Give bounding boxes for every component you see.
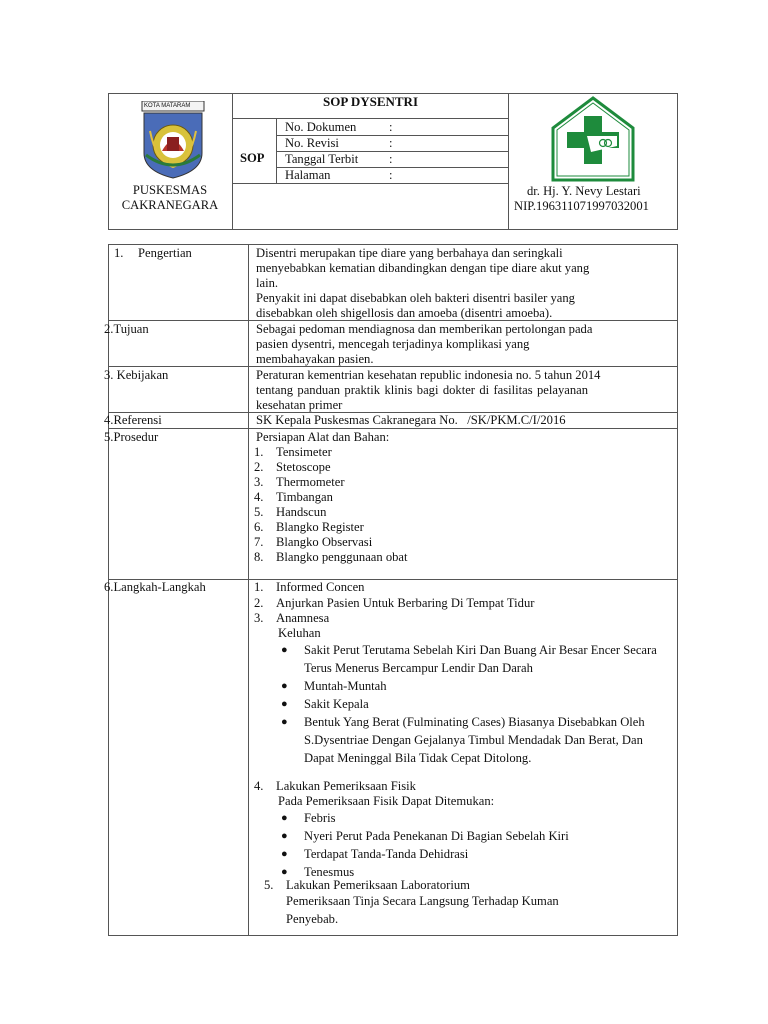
pengertian-label: Pengertian bbox=[138, 246, 192, 260]
list-item: 6. Blangko Register bbox=[254, 520, 364, 534]
pengertian-line-5: disebabkan oleh shigellosis dan amoeba (disentri amoeba). bbox=[256, 306, 553, 320]
org-name-line1: PUSKESMAS bbox=[132, 183, 208, 197]
step-3-sub: Keluhan bbox=[278, 626, 321, 640]
step-3-bullets bbox=[278, 641, 666, 767]
step-4-sub: Pada Pemeriksaan Fisik Dapat Ditemukan: bbox=[278, 794, 495, 808]
org-name-line2: CAKRANEGARA bbox=[121, 198, 219, 212]
list-item: 2. Stetoscope bbox=[254, 460, 331, 474]
doc-number-sep: : bbox=[389, 120, 393, 134]
pengertian-line-1: Disentri merupakan tipe diare yang berbahaya dan seringkali bbox=[256, 246, 563, 260]
revision-label: No. Revisi bbox=[285, 136, 339, 150]
list-item: 3. Thermometer bbox=[254, 475, 345, 489]
list-item: 8. Blangko penggunaan obat bbox=[254, 550, 408, 564]
prosedur-intro: Persiapan Alat dan Bahan: bbox=[256, 430, 390, 444]
pengertian-line-2: menyebabkan kematian dibandingkan dengan tipe diare akut yang bbox=[256, 261, 590, 275]
doc-number-label: No. Dokumen bbox=[285, 120, 357, 134]
step-4-number: 4. bbox=[254, 779, 264, 793]
tujuan-line-2: pasien dysentri, mencegah terjadinya komplikasi yang bbox=[256, 337, 530, 351]
step-1-number: 1. bbox=[254, 580, 264, 594]
step-3-number: 3. bbox=[254, 611, 264, 625]
step-2-text: Anjurkan Pasien Untuk Berbaring Di Tempat Tidur bbox=[276, 596, 535, 610]
kebijakan-label: 3. Kebijakan bbox=[104, 368, 169, 382]
step-4-bullets bbox=[278, 809, 666, 881]
prosedur-list bbox=[254, 445, 654, 565]
page-sep: : bbox=[389, 168, 393, 182]
pengertian-number: 1. bbox=[114, 246, 124, 260]
step-1-text: Informed Concen bbox=[276, 580, 365, 594]
list-item: ● Tenesmus bbox=[281, 865, 355, 879]
signer-nip: NIP.196311071997032001 bbox=[514, 199, 649, 213]
list-item: ● Sakit Kepala bbox=[281, 697, 369, 711]
step-5-line-1: Pemeriksaan Tinja Secara Langsung Terhadap Kuman bbox=[286, 894, 559, 908]
kebijakan-line-3: kesehatan primer bbox=[256, 398, 343, 412]
publish-date-label: Tanggal Terbit bbox=[285, 152, 359, 166]
tujuan-line-3: membahayakan pasien. bbox=[256, 352, 374, 366]
tujuan-label: 2.Tujuan bbox=[104, 322, 149, 336]
list-item: ● Bentuk Yang Berat (Fulminating Cases) Biasanya Disebabkan Oleh S.Dysentriae Dengan Gejalanya Timbul Mendadak Dan Berat, Dan Dapat Meninggal Bila Tidak Cepat Ditolong. bbox=[281, 715, 645, 765]
logo-label: KOTA MATARAM bbox=[144, 103, 191, 109]
sop-label: SOP bbox=[240, 151, 265, 165]
step-5-text: Lakukan Pemeriksaan Laboratorium bbox=[286, 878, 470, 892]
list-item: ● Sakit Perut Terutama Sebelah Kiri Dan Buang Air Besar Encer Secara Terus Menerus Bercampur Lendir Dan Darah bbox=[281, 643, 657, 675]
list-item: 4. Timbangan bbox=[254, 490, 333, 504]
step-2-number: 2. bbox=[254, 596, 264, 610]
list-item: 5. Handscun bbox=[254, 505, 327, 519]
puskesmas-logo bbox=[551, 96, 635, 182]
step-3-text: Anamnesa bbox=[276, 611, 330, 625]
list-item: ● Muntah-Muntah bbox=[281, 679, 387, 693]
revision-sep: : bbox=[389, 136, 393, 150]
langkah-label: 6.Langkah-Langkah bbox=[104, 580, 206, 594]
pengertian-line-3: lain. bbox=[256, 276, 279, 290]
kota-mataram-logo bbox=[136, 101, 211, 179]
step-5-number: 5. bbox=[264, 878, 274, 892]
list-item: ● Nyeri Perut Pada Penekanan Di Bagian Sebelah Kiri bbox=[281, 829, 569, 843]
page-label: Halaman bbox=[285, 168, 331, 182]
list-item: 7. Blangko Observasi bbox=[254, 535, 373, 549]
tujuan-line-1: Sebagai pedoman mendiagnosa dan memberikan pertolongan pada bbox=[256, 322, 593, 336]
prosedur-label: 5.Prosedur bbox=[104, 430, 159, 444]
step-5-line-2: Penyebab. bbox=[286, 912, 339, 926]
list-item: 1. Tensimeter bbox=[254, 445, 332, 459]
list-item: ● Febris bbox=[281, 811, 336, 825]
publish-date-sep: : bbox=[389, 152, 393, 166]
referensi-label: 4.Referensi bbox=[104, 413, 162, 427]
pengertian-line-4: Penyakit ini dapat disebabkan oleh bakteri disentri basiler yang bbox=[256, 291, 575, 305]
document-title: SOP DYSENTRI bbox=[323, 94, 418, 109]
kebijakan-line-1: Peraturan kementrian kesehatan republic indonesia no. 5 tahun 2014 bbox=[256, 368, 601, 382]
step-4-text: Lakukan Pemeriksaan Fisik bbox=[276, 779, 416, 793]
signer-name: dr. Hj. Y. Nevy Lestari bbox=[527, 184, 641, 198]
list-item: ● Terdapat Tanda-Tanda Dehidrasi bbox=[281, 847, 469, 861]
referensi-text: SK Kepala Puskesmas Cakranegara No. /SK/PKM.C/I/2016 bbox=[256, 413, 566, 427]
kebijakan-line-2: tentang panduan praktik klinis bagi dokter di fasilitas pelayanan bbox=[256, 383, 589, 397]
